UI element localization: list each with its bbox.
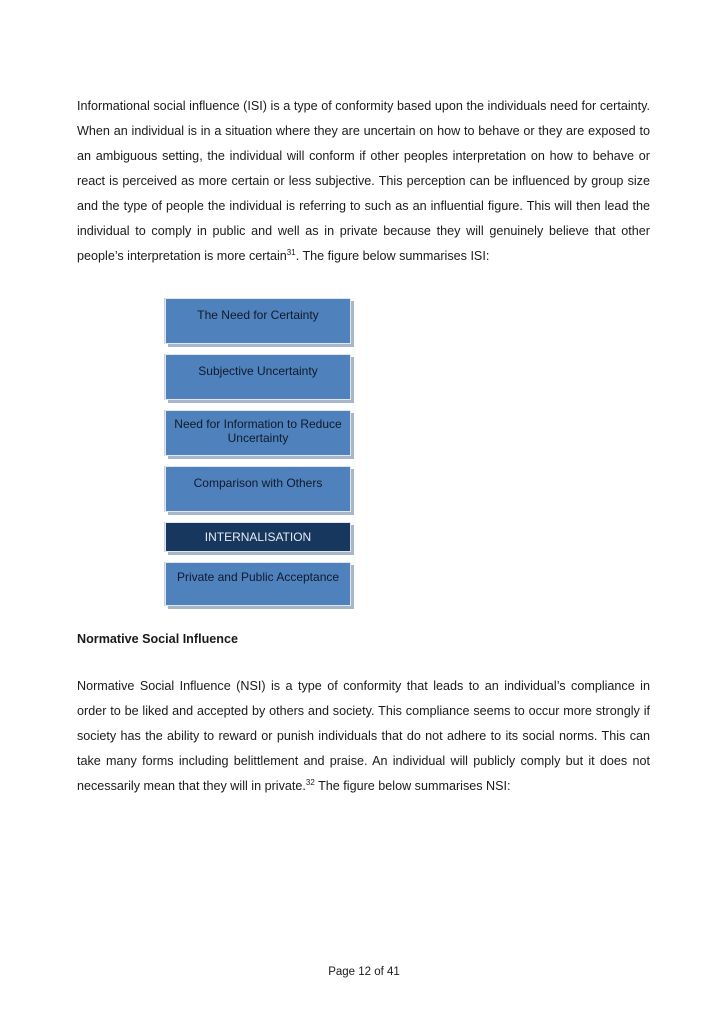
isi-step-private-public-acceptance: Private and Public Acceptance <box>165 562 351 606</box>
footnote-31: 31 <box>286 247 296 257</box>
isi-step-comparison-with-others: Comparison with Others <box>165 466 351 512</box>
nsi-heading: Normative Social Influence <box>77 632 238 646</box>
isi-paragraph <box>77 94 650 269</box>
isi-step-need-for-certainty: The Need for Certainty <box>165 298 351 344</box>
isi-step-need-for-information: Need for Information to Reduce Uncertainty <box>165 410 351 456</box>
footnote-32: 32 <box>305 777 315 787</box>
page-number: Page 12 of 41 <box>328 966 400 978</box>
nsi-text-end: The figure below summarises NSI: <box>314 779 511 793</box>
nsi-paragraph <box>77 674 650 799</box>
isi-step-subjective-uncertainty: Subjective Uncertainty <box>165 354 351 400</box>
isi-text: Informational social influence (ISI) is a type of conformity based upon the individuals need for certainty. When an individual is in a situation where they are uncertain on how to behave or they are exposed to an ambiguous setting, the individual will conform if other peoples interpretation on how to behave or react is perceived as more certain or less subjective. This perception can be influenced by group size and the type of people the individual is referring to such as an influential figure. This will then lead the individual to comply in public and well as in private because they will genuinely believe that other people’s interpretation is more certain <box>77 99 650 263</box>
nsi-text: Normative Social Influence (NSI) is a type of conformity that leads to an individual’s compliance in order to be liked and accepted by others and society. This compliance seems to occur more strongly if society has the ability to reward or punish individuals that do not adhere to its social norms. This can take many forms including belittlement and praise. An individual will publicly comply but it does not necessarily mean that they will in private. <box>77 679 650 793</box>
isi-text-end: . The figure below summarises ISI: <box>295 249 490 263</box>
isi-step-internalisation: INTERNALISATION <box>165 522 351 552</box>
